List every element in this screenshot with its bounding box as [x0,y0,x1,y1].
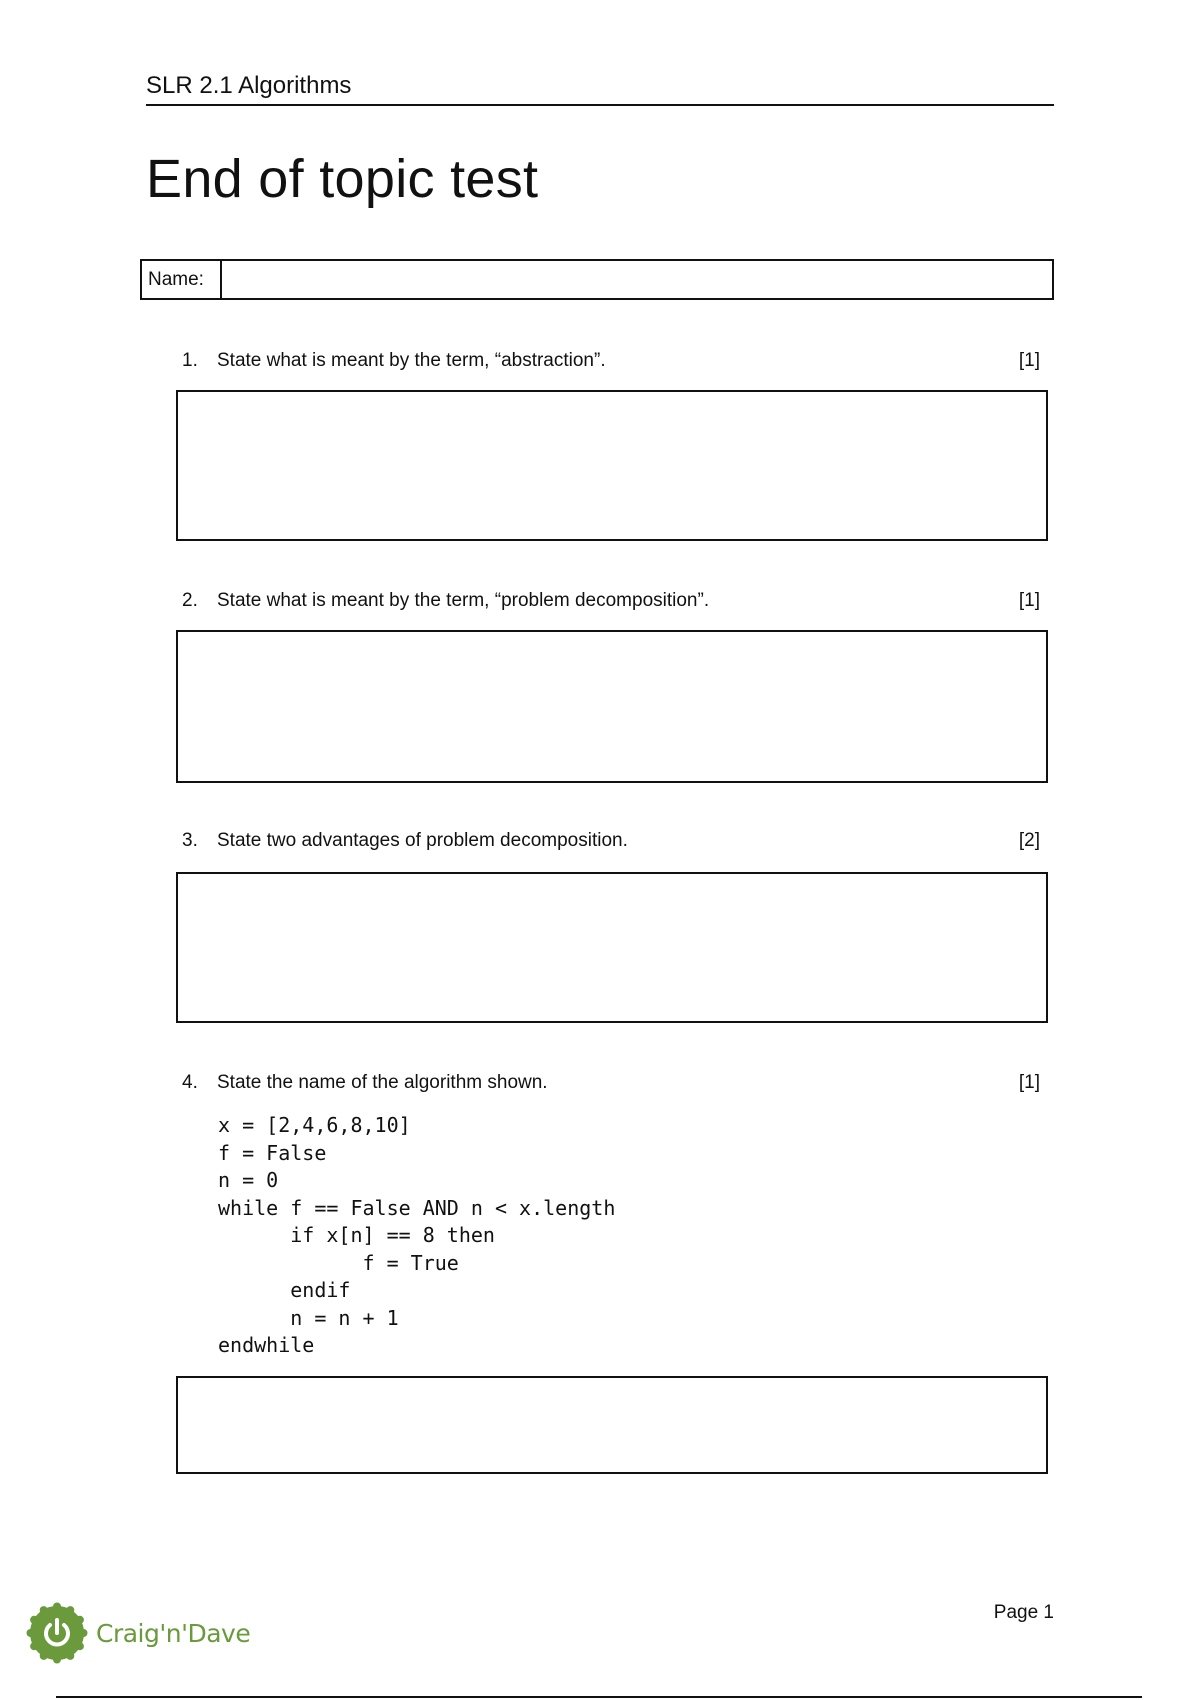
document-header: SLR 2.1 Algorithms [146,72,1054,106]
question-number: 2. [182,590,198,611]
brand-name: Craig'n'Dave [96,1618,251,1648]
pseudocode-block [218,1112,615,1360]
name-input[interactable] [222,261,1052,298]
question-number: 3. [182,830,198,851]
question-number: 4. [182,1072,198,1093]
code-line: endif [218,1278,351,1302]
question-text: State the name of the algorithm shown. [217,1072,548,1093]
code-line: f = False [218,1140,327,1165]
answer-box-1[interactable] [176,390,1048,541]
code-line: n = 0 [218,1168,279,1192]
question-3 [182,830,1040,852]
question-text: State two advantages of problem decomposition. [217,830,628,851]
name-field [140,259,1054,300]
name-label: Name: [142,261,222,298]
code-line: x = [2,4,6,8,10] [218,1113,411,1137]
question-marks: [2] [1018,830,1040,851]
question-2 [182,590,1040,612]
code-line: if x[n] == 8 then [218,1223,495,1247]
power-icon [26,1602,88,1664]
question-1 [182,350,1040,372]
question-marks: [1] [1018,590,1040,611]
question-marks: [1] [1018,1072,1040,1093]
page-title: End of topic test [146,149,539,209]
brand-logo [26,1602,250,1664]
page-number: Page 1 [993,1602,1054,1623]
question-4 [182,1072,1040,1094]
question-text: State what is meant by the term, “problem decomposition”. [217,590,710,611]
code-line: n = n + 1 [218,1305,399,1330]
footer-divider [56,1696,1142,1698]
answer-box-3[interactable] [176,872,1048,1023]
question-text: State what is meant by the term, “abstraction”. [217,350,606,371]
question-marks: [1] [1018,350,1040,371]
code-line: endwhile [218,1333,315,1357]
code-line: f = True [218,1250,459,1275]
answer-box-4[interactable] [176,1376,1048,1474]
code-line: while f == False AND n < x.length [218,1195,616,1220]
answer-box-2[interactable] [176,630,1048,783]
question-number: 1. [182,350,198,371]
